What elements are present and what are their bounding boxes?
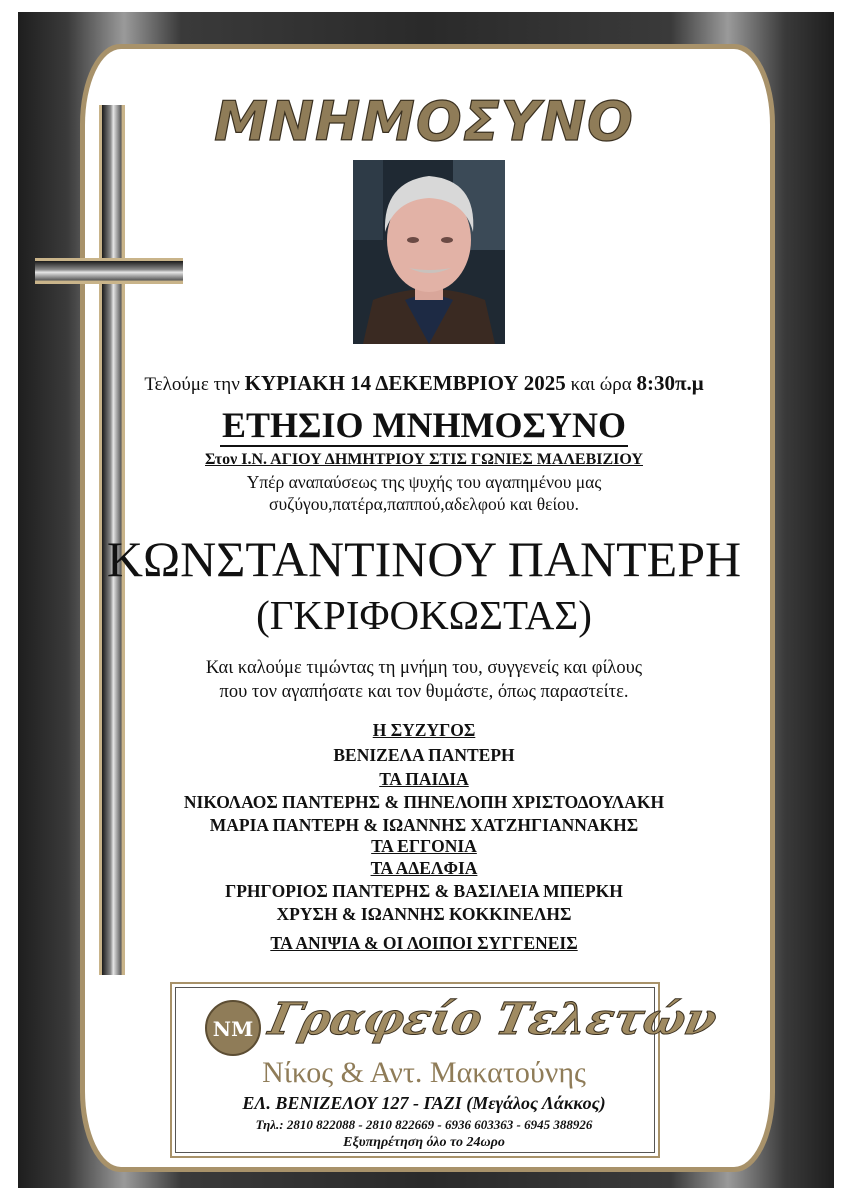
date-prefix: Τελούμε την xyxy=(144,374,240,395)
funeral-home-service: Εξυπηρέτηση όλο το 24ωρο xyxy=(343,1135,505,1150)
funeral-home-title: Γραφείο Τελετών xyxy=(264,994,722,1045)
children-heading-text: ΤΑ ΠΑΙΔΙΑ xyxy=(379,769,469,789)
spouse-heading xyxy=(0,720,848,741)
deceased-nickname: (ΓΚΡΙΦΟΚΩΣΤΑΣ) xyxy=(256,592,592,638)
funeral-home-owners: Νίκος & Αντ. Μακατούνης xyxy=(262,1056,586,1089)
ceremony-date: ΚΥΡΙΑΚΗ 14 ΔΕΚΕΜΒΡΙΟΥ 2025 xyxy=(244,371,566,395)
grandchildren-heading-text: ΤΑ ΕΓΓΟΝΙΑ xyxy=(371,836,477,856)
prayer-line-2: συζύγου,πατέρα,παππού,αδελφού και θείου. xyxy=(269,494,579,514)
ceremony-date-line xyxy=(0,371,848,396)
sibling-names-1: ΓΡΗΓΟΡΙΟΣ ΠΑΝΤΕΡΗΣ & ΒΑΣΙΛΕΙΑ ΜΠΕΡΚΗ xyxy=(225,881,623,901)
other-relatives xyxy=(0,933,848,954)
funeral-home-phones: Τηλ.: 2810 822088 - 2810 822669 - 6936 603363 - 6945 388926 xyxy=(255,1117,593,1132)
child-names-1: ΝΙΚΟΛΑΟΣ ΠΑΝΤΕΡΗΣ & ΠΗΝΕΛΟΠΗ ΧΡΙΣΤΟΔΟΥΛΑΚΗ xyxy=(183,792,665,812)
funeral-home-address: ΕΛ. ΒΕΝΙΖΕΛΟΥ 127 - ΓΑΖΙ (Μεγάλος Λάκκος) xyxy=(242,1093,606,1113)
ceremony-time: 8:30π.μ xyxy=(636,371,704,395)
grandchildren-heading xyxy=(0,836,848,857)
invitation-line-2: που τον αγαπήσατε και τον θυμάστε, όπως παραστείτε. xyxy=(219,682,629,702)
memorial-type xyxy=(0,404,848,446)
other-relatives-text: ΤΑ ΑΝΙΨΙΑ & ΟΙ ΛΟΙΠΟΙ ΣΥΓΓΕΝΕΙΣ xyxy=(270,933,578,953)
prayer-line-1: Υπέρ αναπαύσεως της ψυχής του αγαπημένου μας xyxy=(246,472,602,492)
invitation-line-1: Και καλούμε τιμώντας τη μνήμη του, συγγενείς και φίλους xyxy=(205,658,643,678)
children-heading xyxy=(0,769,848,790)
sibling-names-2: ΧΡΥΣΗ & ΙΩΑΝΝΗΣ ΚΟΚΚΙΝΕΛΗΣ xyxy=(276,904,572,924)
spouse-heading-text: Η ΣΥΖΥΓΟΣ xyxy=(372,720,476,740)
time-prefix: και ώρα xyxy=(570,374,632,395)
memorial-type-text: ΕΤΗΣΙΟ ΜΝΗΜΟΣΥΝΟ xyxy=(221,405,627,445)
deceased-name: ΚΩΝΣΤΑΝΤΙΝΟΥ ΠΑΝΤΕΡΗ xyxy=(106,531,742,587)
child-names-2: ΜΑΡΙΑ ΠΑΝΤΕΡΗ & ΙΩΑΝΝΗΣ ΧΑΤΖΗΓΙΑΝΝΑΚΗΣ xyxy=(209,815,639,835)
page-title: ΜΝΗΜΟΣΥΝΟ xyxy=(214,90,634,153)
cross-icon-horizontal xyxy=(35,258,183,284)
siblings-heading-text: ΤΑ ΑΔΕΛΦΙΑ xyxy=(370,858,478,878)
church-text: Στον Ι.Ν. ΑΓΙΟΥ ΔΗΜΗΤΡΙΟΥ ΣΤΙΣ ΓΩΝΙΕΣ ΜΑΛΕΒΙΖΙΟΥ xyxy=(205,451,643,468)
logo-text: ΝΜ xyxy=(212,1017,254,1041)
church-line xyxy=(0,451,848,469)
siblings-heading xyxy=(0,858,848,879)
deceased-photo xyxy=(353,160,505,344)
funeral-home-logo xyxy=(205,1000,261,1056)
spouse-name: ΒΕΝΙΖΕΛΑ ΠΑΝΤΕΡΗ xyxy=(333,745,515,765)
